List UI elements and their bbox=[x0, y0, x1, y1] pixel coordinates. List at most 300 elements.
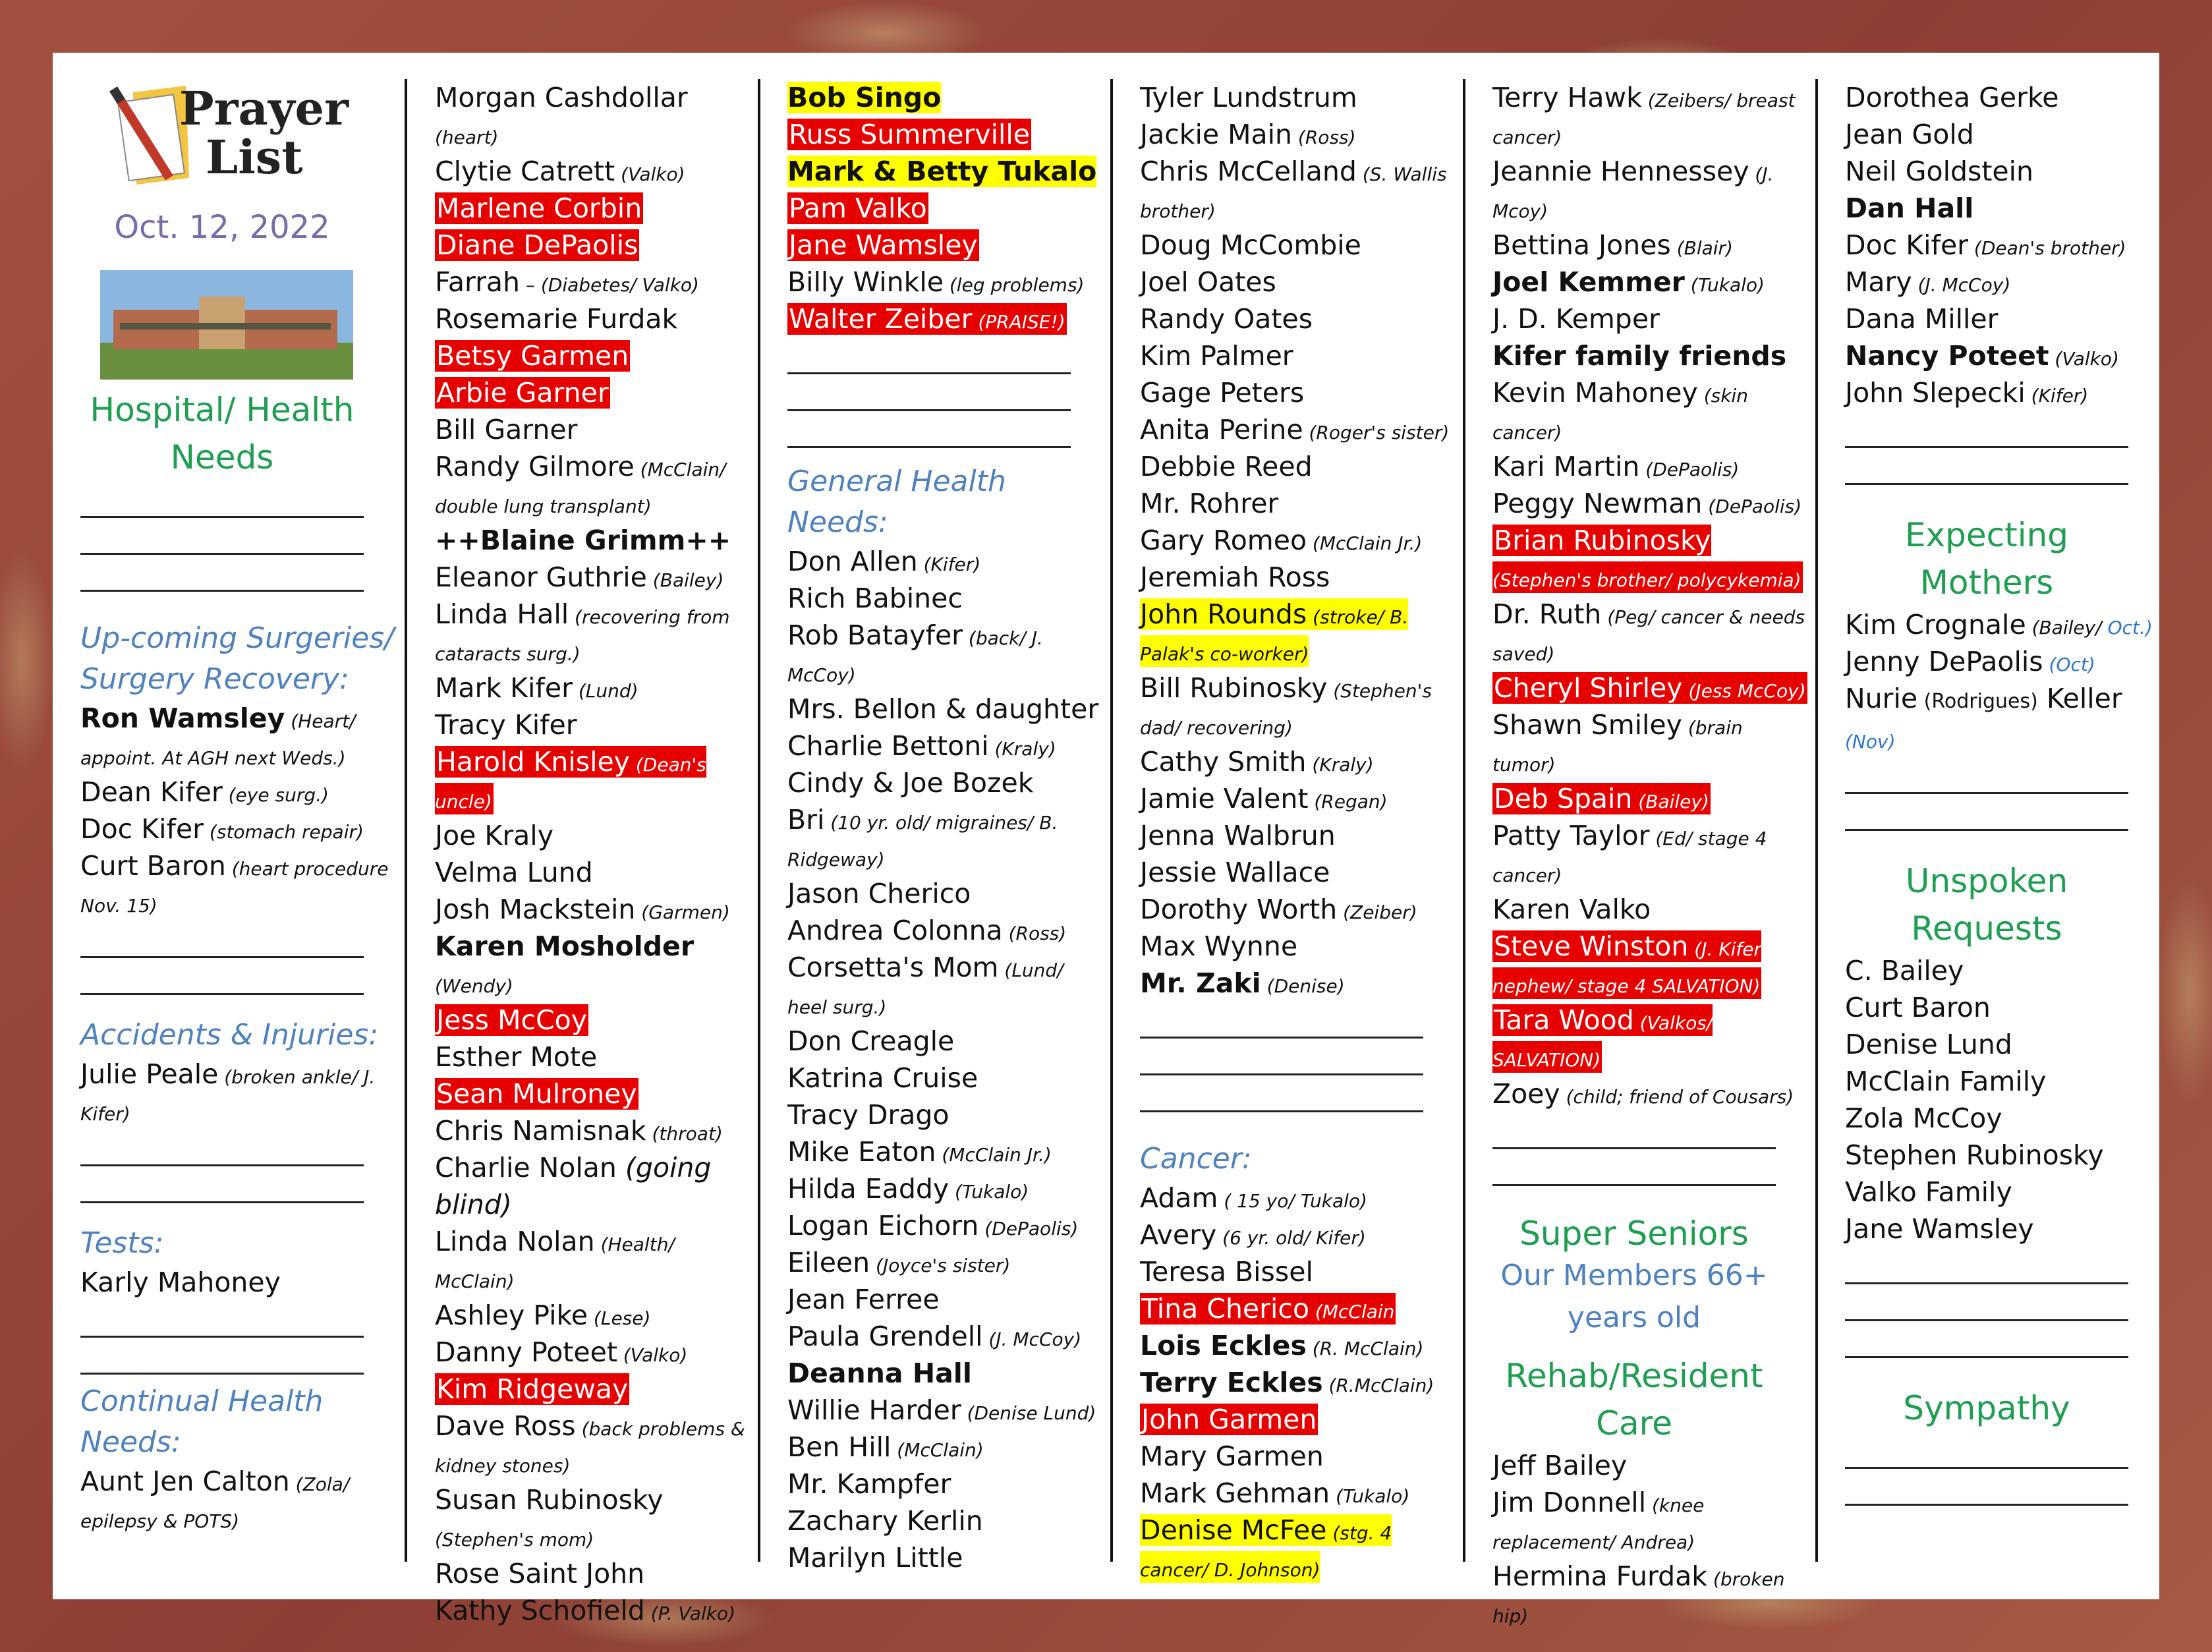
list-item bbox=[1140, 79, 1456, 116]
list-item bbox=[1492, 264, 1809, 300]
prayer-note: (Kraly) bbox=[988, 738, 1056, 760]
prayer-note: (DePaolis) bbox=[978, 1218, 1079, 1239]
person-name: Farrah bbox=[435, 266, 521, 298]
hospital-photo bbox=[100, 270, 353, 380]
logo-text-prayer: Prayer bbox=[179, 81, 349, 136]
list-item bbox=[1140, 1290, 1456, 1327]
list-item bbox=[1140, 411, 1456, 448]
prayer-note: (Denise) bbox=[1261, 975, 1345, 997]
person-name: Tracy Drago bbox=[787, 1099, 950, 1131]
prayer-note: (broken hip) bbox=[1492, 1568, 1785, 1627]
list-item bbox=[787, 153, 1104, 190]
list-item bbox=[787, 79, 1104, 116]
person-name: Paula Grendell bbox=[787, 1321, 983, 1352]
list-item bbox=[1140, 1180, 1456, 1216]
list-item-content bbox=[435, 1410, 745, 1479]
prayer-note: (Tukalo) bbox=[949, 1181, 1029, 1203]
date: Oct. 12, 2022 bbox=[114, 209, 330, 246]
list-item-content bbox=[80, 1466, 349, 1534]
blank-line bbox=[1845, 1284, 2128, 1321]
list-item-content bbox=[1140, 1256, 1313, 1288]
list-item-content bbox=[1492, 1004, 1713, 1073]
person-name: Denise Lund bbox=[1845, 1029, 2012, 1060]
list-item-content bbox=[1140, 303, 1313, 335]
blank-line bbox=[1845, 1247, 2128, 1284]
list-item bbox=[435, 1149, 751, 1223]
person-name: Gage Peters bbox=[1140, 377, 1305, 409]
blank-line bbox=[80, 1301, 364, 1338]
list-item bbox=[1140, 1438, 1456, 1475]
heading-general-health-needs: General Health Needs: bbox=[787, 465, 1006, 539]
person-name: Zachary Kerlin bbox=[787, 1505, 983, 1537]
prayer-note: (Lund) bbox=[572, 680, 638, 702]
person-name: Jason Cherico bbox=[787, 878, 971, 909]
list-item-content bbox=[435, 930, 694, 999]
blank-line bbox=[80, 1338, 364, 1375]
heading-super-seniors: Super Seniors bbox=[1519, 1214, 1749, 1253]
list-item-content bbox=[1845, 229, 2126, 261]
blank-line bbox=[80, 958, 364, 995]
person-name: Kifer family friends bbox=[1492, 340, 1787, 372]
list-item bbox=[1492, 928, 1809, 1002]
list-item-content bbox=[1140, 894, 1417, 925]
person-name: Pam Valko bbox=[789, 192, 927, 224]
list-item bbox=[787, 727, 1104, 764]
list-item bbox=[787, 1281, 1104, 1318]
list-item bbox=[1140, 116, 1456, 153]
person-name: Neil Goldstein bbox=[1845, 156, 2034, 187]
list-item-content bbox=[787, 303, 1067, 335]
list-item bbox=[1140, 374, 1456, 411]
blank-line bbox=[1845, 411, 2128, 448]
list-item bbox=[435, 743, 751, 817]
person-name: Jane Wamsley bbox=[1845, 1213, 2034, 1245]
prayer-note: (10 yr. old/ migraines/ B. Ridgeway) bbox=[787, 812, 1058, 870]
person-name: Lois Eckles bbox=[1140, 1330, 1307, 1361]
prayer-note: (stomach repair) bbox=[204, 821, 364, 843]
list-item bbox=[1140, 743, 1456, 780]
list-item-content bbox=[435, 1558, 644, 1589]
expecting-mothers-list bbox=[1845, 606, 2161, 757]
list-item bbox=[787, 1429, 1104, 1466]
prayer-note: (Lese) bbox=[588, 1307, 651, 1329]
person-name: Curt Baron bbox=[1845, 992, 1991, 1023]
person-name: Katrina Cruise bbox=[787, 1062, 978, 1094]
person-name: Denise McFee bbox=[1140, 1514, 1327, 1546]
list-item-content bbox=[435, 156, 685, 187]
person-name: Esther Mote bbox=[435, 1041, 598, 1073]
person-name: Kim Crognale bbox=[1845, 609, 2026, 641]
person-name: ++Blaine Grimm++ bbox=[435, 525, 731, 556]
person-name: Jamie Valent bbox=[1140, 783, 1309, 814]
general-health-list-continued bbox=[1140, 79, 1456, 1002]
person-name: Shawn Smiley bbox=[1492, 709, 1682, 741]
list-item bbox=[1140, 928, 1456, 965]
prayer-note: (R. McClain) bbox=[1306, 1338, 1424, 1359]
person-name: Tracy Kifer bbox=[435, 709, 577, 741]
person-name: Kathy Schofield bbox=[435, 1595, 645, 1626]
list-item-content bbox=[1845, 992, 1991, 1023]
list-item-content bbox=[1492, 303, 1660, 335]
list-item bbox=[787, 190, 1104, 227]
list-item-content bbox=[1140, 967, 1345, 999]
list-item-content bbox=[1140, 857, 1330, 888]
list-item bbox=[1140, 448, 1456, 485]
blank-line bbox=[787, 411, 1071, 448]
person-name: Logan Eichorn bbox=[787, 1210, 979, 1241]
list-item-content bbox=[787, 804, 1058, 872]
list-item-content bbox=[787, 730, 1056, 762]
person-name: Karen Valko bbox=[1492, 894, 1651, 925]
list-item bbox=[1492, 374, 1809, 448]
person-name: Hermina Furdak bbox=[1492, 1560, 1708, 1592]
list-item-content bbox=[1492, 783, 1711, 814]
list-item-content bbox=[1492, 930, 1761, 999]
list-item-content bbox=[1140, 930, 1297, 962]
person-name: Zola McCoy bbox=[1845, 1102, 2002, 1134]
prayer-note: (6 yr. old/ Kifer) bbox=[1216, 1227, 1366, 1249]
list-item-content bbox=[435, 857, 593, 888]
person-name: McClain Family bbox=[1845, 1066, 2047, 1097]
list-item-content bbox=[1140, 1182, 1367, 1214]
list-item-content bbox=[1492, 820, 1767, 888]
prayer-note: (Joyce's sister) bbox=[870, 1255, 1011, 1276]
person-name: Marlene Corbin bbox=[436, 192, 642, 224]
list-item bbox=[1845, 1137, 2161, 1174]
person-name: Aunt Jen Calton bbox=[80, 1466, 290, 1497]
list-item bbox=[1140, 669, 1456, 743]
column-1 bbox=[80, 79, 397, 1537]
list-item bbox=[1845, 116, 2161, 153]
cancer-list-continued bbox=[1492, 79, 1809, 1112]
list-item-content bbox=[787, 82, 941, 113]
prayer-note: (going blind) bbox=[435, 1152, 712, 1220]
list-item bbox=[435, 1334, 751, 1371]
person-name: Bill Rubinosky bbox=[1140, 672, 1328, 704]
list-item-content bbox=[787, 1284, 940, 1315]
list-item-content bbox=[435, 746, 706, 814]
heading-rehab-resident-care: Rehab/Resident Care bbox=[1505, 1357, 1763, 1442]
person-name: Mary Garmen bbox=[1140, 1440, 1324, 1472]
due-month: Oct.) bbox=[2107, 617, 2153, 639]
list-item bbox=[435, 596, 751, 669]
person-name: Peggy Newman bbox=[1492, 488, 1703, 519]
blank-line bbox=[80, 481, 364, 518]
list-item bbox=[787, 691, 1104, 727]
list-item-content bbox=[435, 672, 638, 704]
list-item-content bbox=[1492, 598, 1805, 667]
list-item bbox=[1140, 817, 1456, 854]
list-item bbox=[787, 912, 1104, 949]
list-item-content bbox=[787, 1505, 983, 1537]
list-item bbox=[1492, 669, 1809, 706]
list-item-content bbox=[787, 229, 979, 261]
list-item-content bbox=[1492, 1078, 1794, 1110]
person-name: Teresa Bissel bbox=[1140, 1256, 1313, 1288]
list-item bbox=[787, 1023, 1104, 1060]
person-name: Valko Family bbox=[1845, 1176, 2012, 1208]
list-item bbox=[787, 264, 1104, 300]
person-name: Billy Winkle bbox=[787, 266, 944, 298]
tests-list bbox=[80, 1264, 397, 1301]
list-item-content bbox=[1140, 1404, 1318, 1435]
list-item bbox=[435, 706, 751, 743]
list-item-content bbox=[435, 1041, 597, 1073]
list-item-content bbox=[787, 878, 971, 909]
due-month: (Nov) bbox=[1845, 731, 1896, 753]
list-item bbox=[435, 854, 751, 891]
prayer-note: (leg problems) bbox=[943, 274, 1085, 296]
list-item-content bbox=[1140, 156, 1447, 224]
person-name: Jenna Walbrun bbox=[1140, 820, 1336, 851]
person-name: Danny Poteet bbox=[435, 1336, 617, 1368]
list-item bbox=[1845, 264, 2161, 300]
prayer-note: (Peg/ cancer & needs saved) bbox=[1492, 606, 1805, 665]
list-item bbox=[1845, 1100, 2161, 1137]
prayer-note: (Ross) bbox=[1002, 923, 1067, 944]
person-name: Brian Rubinosky bbox=[1494, 525, 1711, 556]
prayer-note: (Zeiber) bbox=[1337, 901, 1417, 923]
prayer-note: (skin cancer) bbox=[1492, 385, 1748, 443]
list-item bbox=[1492, 1002, 1809, 1075]
list-item bbox=[435, 79, 751, 153]
column-2 bbox=[435, 79, 751, 1629]
prayer-note: (J. Mcoy) bbox=[1492, 163, 1774, 222]
list-item bbox=[787, 1207, 1104, 1244]
column-divider bbox=[758, 79, 760, 1562]
prayer-note: (Valko) bbox=[615, 163, 685, 185]
person-name: Doc Kifer bbox=[1845, 229, 1969, 261]
prayer-note: (Stephen's mom) bbox=[435, 1529, 594, 1551]
list-item-content bbox=[1140, 1514, 1392, 1583]
person-name: Joel Kemmer bbox=[1492, 266, 1685, 298]
list-item bbox=[1492, 706, 1809, 780]
list-item-content bbox=[1845, 119, 1974, 150]
list-item-content bbox=[80, 1267, 281, 1298]
heading-expecting-mothers: Expecting Mothers bbox=[1904, 516, 2069, 602]
list-item bbox=[435, 1297, 751, 1334]
person-name: Adam bbox=[1140, 1182, 1218, 1214]
list-item-content bbox=[1845, 609, 2153, 641]
column-6 bbox=[1845, 79, 2161, 1506]
list-item bbox=[1140, 264, 1456, 300]
blank-line bbox=[80, 518, 364, 555]
person-name: Kari Martin bbox=[1492, 451, 1640, 482]
heading-unspoken-requests: Unspoken Requests bbox=[1905, 862, 2068, 948]
person-name: Terry Hawk bbox=[1492, 82, 1642, 113]
list-item-content bbox=[1140, 119, 1356, 150]
heading-continual-health-needs: Continual Health Needs: bbox=[80, 1384, 324, 1459]
list-item bbox=[80, 811, 397, 847]
blank-line bbox=[80, 921, 364, 958]
person-name: Ron Wamsley bbox=[80, 702, 285, 734]
heading-accidents-injuries: Accidents & Injuries: bbox=[80, 1018, 379, 1052]
prayer-note: (McClain) bbox=[891, 1439, 984, 1461]
list-item-content bbox=[1492, 1450, 1627, 1481]
person-name: Ashley Pike bbox=[435, 1299, 588, 1331]
list-item-content bbox=[787, 693, 1098, 725]
blank-line bbox=[787, 374, 1071, 411]
person-name: Bill Garner bbox=[435, 414, 578, 445]
person-name: Kim Palmer bbox=[1140, 340, 1293, 372]
list-item bbox=[787, 1539, 1104, 1576]
list-item-content bbox=[435, 1152, 711, 1220]
list-item-content bbox=[787, 546, 980, 577]
list-item bbox=[435, 448, 751, 522]
list-item bbox=[80, 847, 397, 921]
prayer-note: (McClain/ double lung transplant) bbox=[435, 459, 726, 517]
list-item-content bbox=[1140, 820, 1336, 851]
list-item-content bbox=[1140, 377, 1304, 409]
list-item bbox=[1845, 374, 2161, 411]
list-item-content bbox=[1845, 266, 2010, 298]
list-item bbox=[787, 617, 1104, 691]
prayer-note: (Valkos/ SALVATION) bbox=[1492, 1012, 1713, 1071]
list-item bbox=[1492, 780, 1809, 817]
list-item-content bbox=[1492, 488, 1801, 519]
person-name: Velma Lund bbox=[435, 857, 593, 888]
list-item-content bbox=[1845, 1029, 2012, 1060]
prayer-note: (Regan) bbox=[1308, 791, 1388, 812]
list-item bbox=[1492, 153, 1809, 227]
list-item bbox=[1140, 522, 1456, 559]
list-item-content bbox=[1492, 82, 1796, 150]
list-item-content bbox=[435, 451, 726, 519]
list-item bbox=[435, 1408, 751, 1481]
list-item-content bbox=[787, 1099, 950, 1131]
list-item bbox=[435, 1112, 751, 1149]
list-item bbox=[80, 774, 397, 811]
list-item-content bbox=[787, 1136, 1052, 1168]
list-item-content bbox=[1492, 229, 1733, 261]
list-item bbox=[1140, 1253, 1456, 1290]
list-item bbox=[1140, 780, 1456, 817]
column-3 bbox=[787, 79, 1104, 1576]
prayer-note: (Valko) bbox=[617, 1344, 688, 1366]
list-item bbox=[787, 1097, 1104, 1133]
list-item bbox=[787, 764, 1104, 801]
person-name: Max Wynne bbox=[1140, 930, 1298, 962]
list-item bbox=[435, 337, 751, 374]
person-name: Bob Singo bbox=[787, 82, 942, 113]
list-item-content bbox=[435, 340, 630, 372]
list-item bbox=[435, 928, 751, 1002]
list-item-content bbox=[1492, 672, 1807, 704]
list-item bbox=[435, 669, 751, 706]
person-name: Jackie Main bbox=[1140, 119, 1293, 150]
person-name: Stephen Rubinosky bbox=[1845, 1139, 2104, 1171]
blank-line bbox=[1492, 1112, 1776, 1149]
prayer-note: (back/ J. McCoy) bbox=[787, 627, 1043, 686]
list-item bbox=[80, 1463, 397, 1537]
person-name: Mrs. Bellon & daughter bbox=[787, 693, 1099, 725]
person-name: Jess McCoy bbox=[436, 1004, 587, 1036]
list-item-content bbox=[435, 266, 699, 298]
person-name: Hilda Eaddy bbox=[787, 1173, 950, 1205]
list-item-content bbox=[435, 1484, 664, 1552]
list-item bbox=[787, 1355, 1104, 1392]
blank-line bbox=[1845, 757, 2128, 794]
blank-line bbox=[1845, 1469, 2128, 1506]
list-item-content bbox=[787, 952, 1063, 1020]
person-name: Harold Knisley bbox=[436, 746, 630, 778]
list-item bbox=[1492, 79, 1809, 153]
prayer-list-logo bbox=[107, 79, 357, 191]
list-item-content bbox=[787, 1025, 954, 1057]
list-item-content bbox=[787, 1542, 963, 1574]
person-name: John Rounds bbox=[1140, 598, 1307, 630]
list-item-content bbox=[435, 709, 577, 741]
list-item-content bbox=[435, 303, 677, 335]
list-item bbox=[1140, 559, 1456, 596]
list-item-content bbox=[787, 119, 1031, 150]
list-item bbox=[435, 1371, 751, 1408]
list-item-content bbox=[1845, 340, 2119, 372]
list-item-content bbox=[1140, 82, 1357, 113]
list-item bbox=[787, 227, 1104, 264]
list-item-content bbox=[1845, 192, 1973, 224]
person-name: Julie Peale bbox=[80, 1058, 219, 1090]
prayer-note: (DePaolis) bbox=[1702, 496, 1802, 517]
list-item bbox=[1492, 1075, 1809, 1112]
health-needs-list-s-z bbox=[787, 79, 1104, 337]
person-name: Doc Kifer bbox=[80, 813, 204, 845]
person-name: Linda Hall bbox=[435, 598, 569, 630]
list-item-content bbox=[435, 229, 639, 261]
person-name: C. Bailey bbox=[1845, 955, 1964, 986]
person-name: Mary bbox=[1845, 266, 1912, 298]
prayer-note: (Valko) bbox=[2049, 348, 2119, 370]
list-item bbox=[1140, 1364, 1456, 1401]
list-item bbox=[1492, 1447, 1809, 1484]
person-name: Bettina Jones bbox=[1492, 229, 1671, 261]
prayer-note: (heart procedure Nov. 15) bbox=[80, 858, 389, 917]
list-item-content bbox=[1845, 646, 2095, 677]
list-item bbox=[1845, 1026, 2161, 1063]
list-item bbox=[1845, 1174, 2161, 1211]
list-item-content bbox=[1492, 709, 1743, 778]
list-item-content bbox=[435, 1115, 723, 1147]
column-divider bbox=[1110, 79, 1113, 1562]
list-item-content bbox=[787, 619, 1043, 688]
person-name: Randy Gilmore bbox=[435, 451, 635, 482]
prayer-note: (PRAISE!) bbox=[972, 311, 1065, 333]
list-item bbox=[1492, 1484, 1809, 1558]
list-item bbox=[1140, 891, 1456, 928]
list-item bbox=[1492, 300, 1809, 337]
person-name: Chris Namisnak bbox=[435, 1115, 646, 1147]
list-item-content bbox=[435, 894, 730, 925]
person-name: Jessie Wallace bbox=[1140, 857, 1330, 888]
prayer-note: (Zeibers/ breast cancer) bbox=[1492, 90, 1796, 148]
blank-line bbox=[787, 337, 1071, 374]
person-name: Jeremiah Ross bbox=[1140, 561, 1330, 593]
blank-line bbox=[1140, 1039, 1423, 1075]
list-item bbox=[80, 1264, 397, 1301]
prayer-note: (Kraly) bbox=[1306, 754, 1374, 776]
list-item bbox=[787, 1466, 1104, 1502]
list-item bbox=[1845, 680, 2161, 757]
person-name: Rich Babinec bbox=[787, 583, 963, 614]
list-item-content bbox=[1492, 266, 1765, 298]
list-item-content bbox=[1845, 303, 1998, 335]
blank-line bbox=[80, 555, 364, 592]
list-item-content bbox=[435, 414, 577, 445]
list-item-content bbox=[80, 776, 329, 808]
list-item bbox=[1845, 300, 2161, 337]
person-name: Charlie Nolan bbox=[435, 1152, 617, 1183]
list-item-content bbox=[1845, 1213, 2034, 1245]
